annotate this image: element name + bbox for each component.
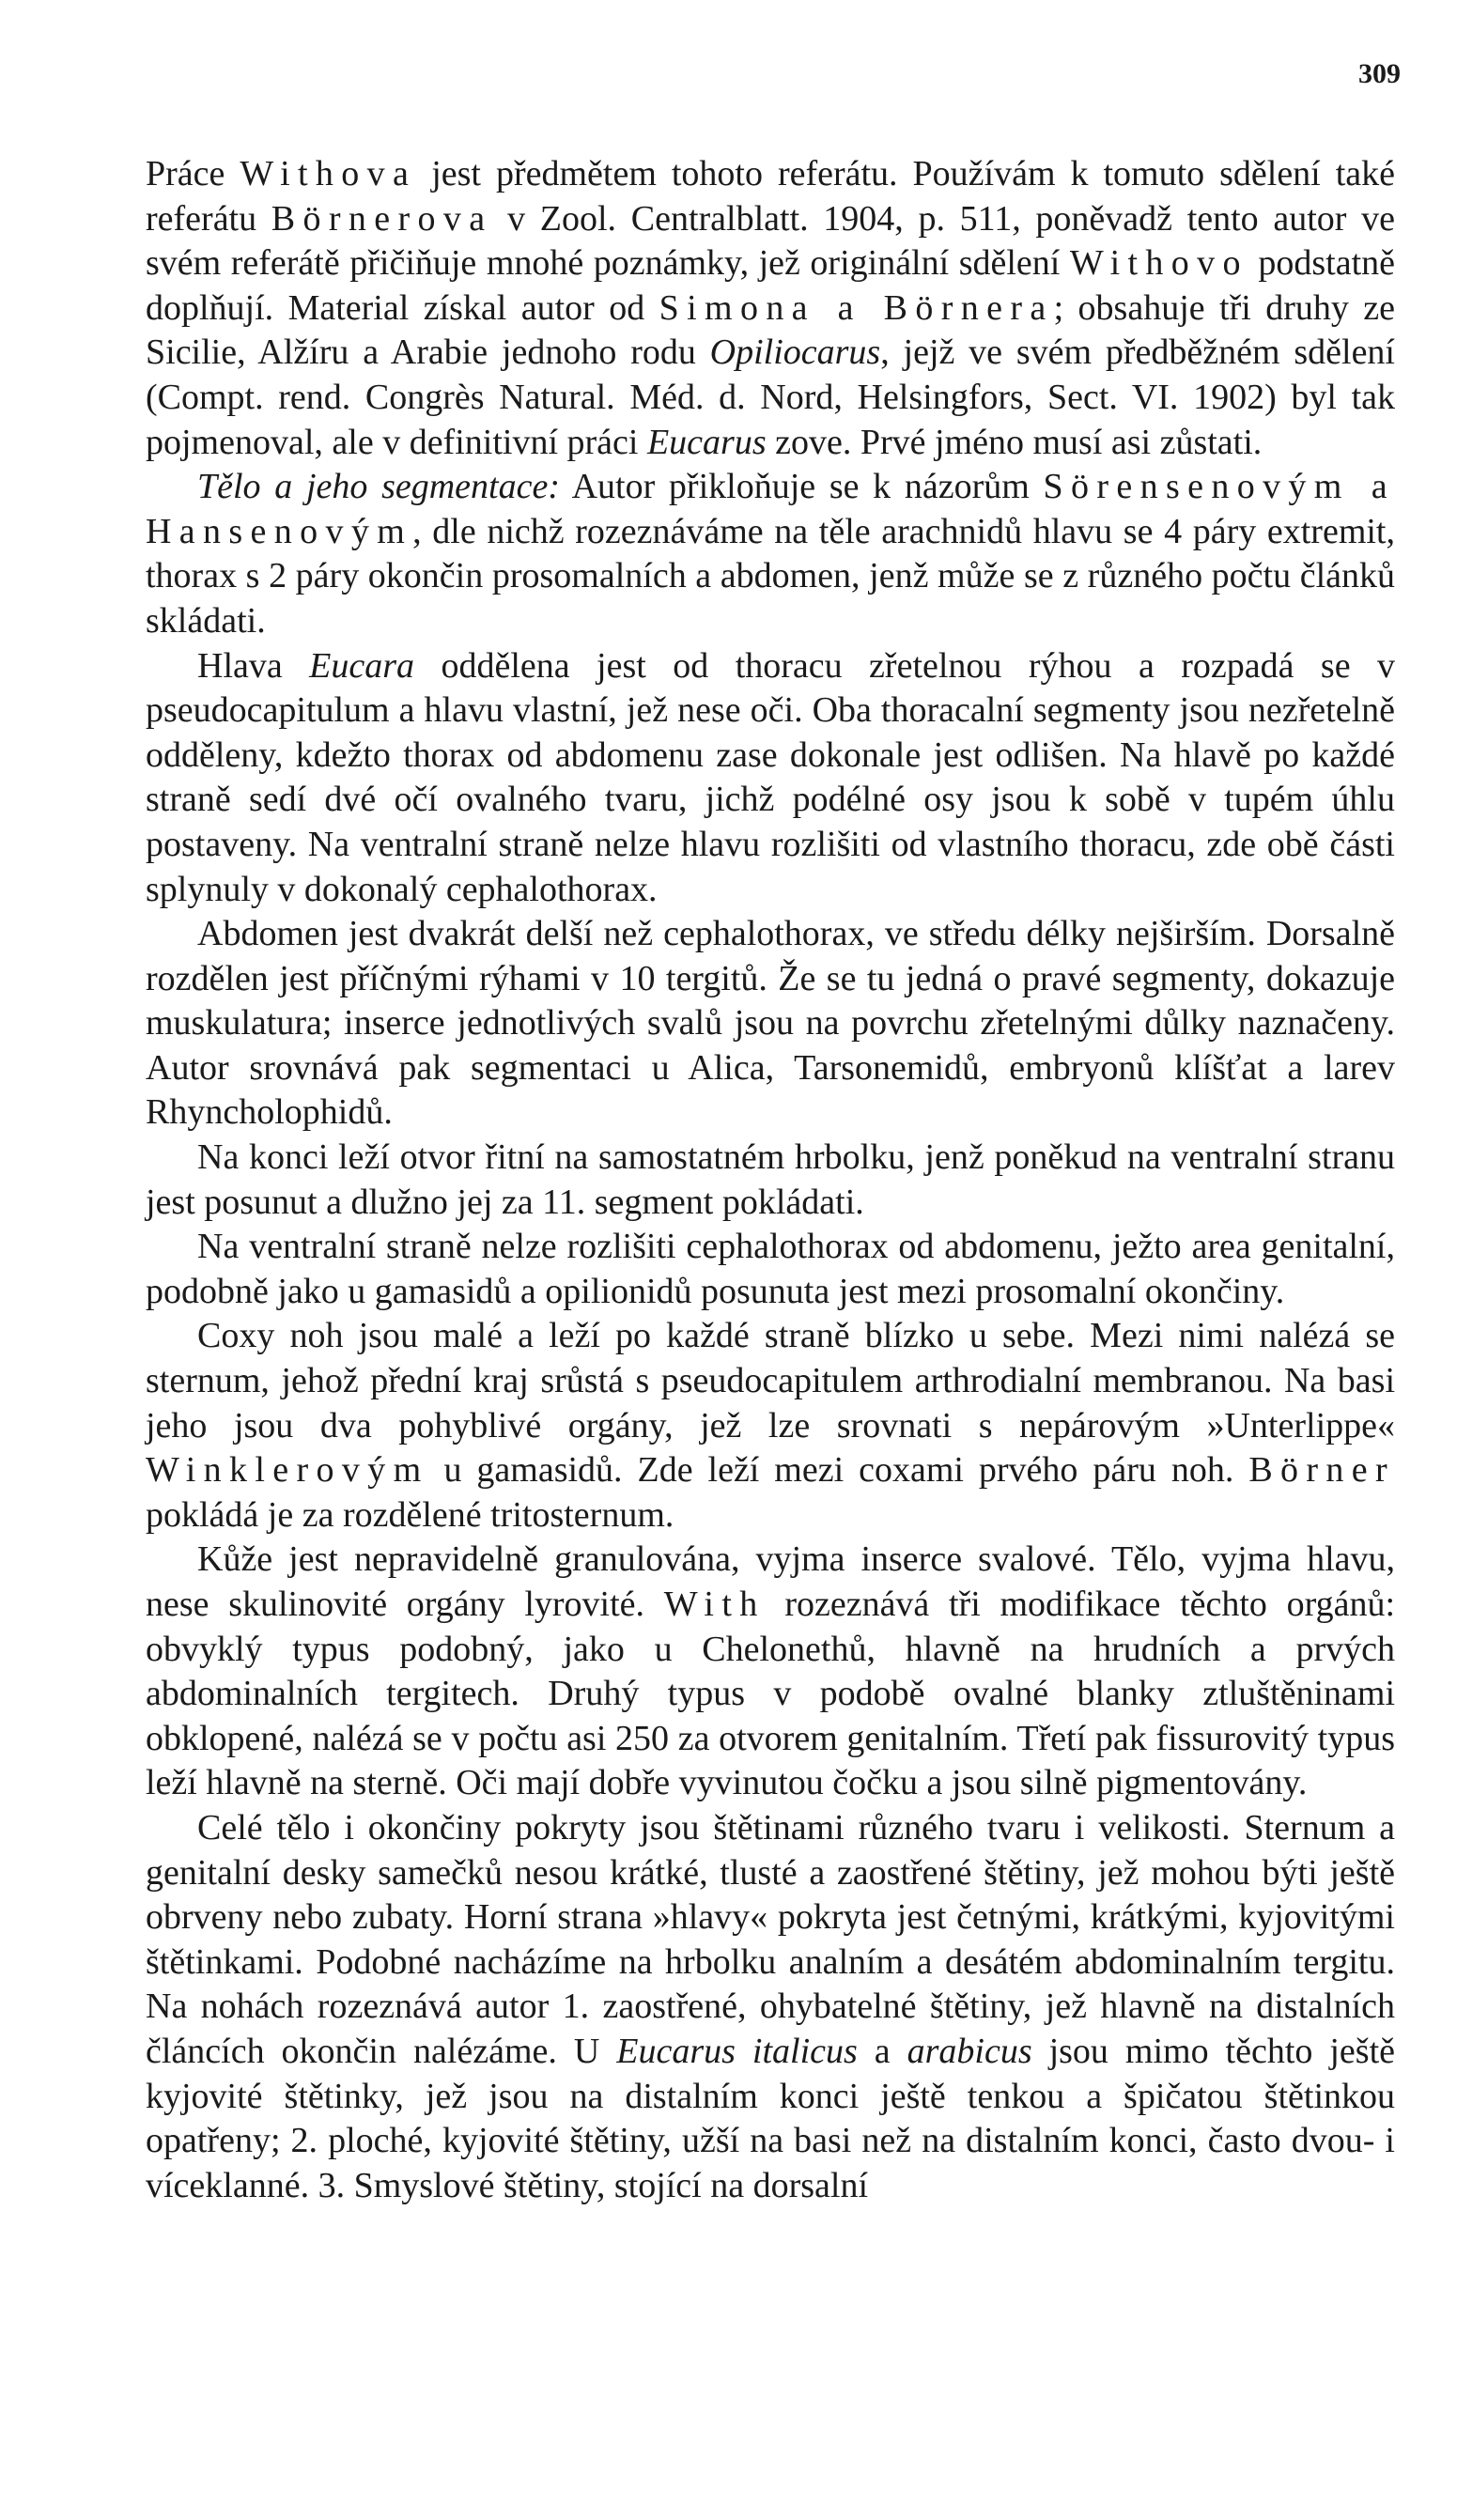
text-run: , dle nichž rozeznáváme na těle arachnidů hlavu se 4 páry extremit, thorax s 2 páry okončin prosomalních a abdomen, jenž může se z různého počtu článků skládati. xyxy=(146,511,1395,641)
spaced-name: Simona a Börnera xyxy=(659,287,1054,328)
page-number: 309 xyxy=(1358,58,1401,89)
article-body xyxy=(146,152,1395,2208)
spaced-name: Börnerova xyxy=(271,198,493,239)
spaced-name: Winklerovým xyxy=(146,1450,429,1491)
italic-text: Tělo a jeho segmentace: xyxy=(197,467,560,507)
paragraph xyxy=(146,465,1395,643)
text-run: Na ventralní straně nelze rozlišiti cephalothorax od abdomenu, ježto area genitalní, podobně jako u gamasidů a opilionidů posunuta jest mezi prosomalní okončiny. xyxy=(146,1227,1395,1311)
italic-text: Eucarus italicus xyxy=(616,2031,858,2071)
spaced-name: Withova xyxy=(240,154,417,193)
text-run: Coxy noh jsou malé a leží po každé straně blízko u sebe. Mezi nimi nalézá se sternum, jehož přední kraj srůstá s pseudocapitulem arthrodialní membranou. Na basi jeho jsou dva pohyblivé orgány, jež lze srovnati s nepárovým »Unterlippe« xyxy=(146,1316,1395,1446)
paragraph xyxy=(146,912,1395,1136)
italic-text: Eucara xyxy=(309,645,415,686)
paragraph xyxy=(146,1314,1395,1538)
paragraph xyxy=(146,1225,1395,1314)
paragraph xyxy=(146,1136,1395,1225)
text-run: podstatně doplňují. Material získal autor od xyxy=(146,243,1396,328)
spaced-name: Withovo xyxy=(1069,243,1248,284)
paragraph xyxy=(146,1538,1395,1806)
text-run: Na konci leží otvor řitní na samostatném hrbolku, jenž poněkud na ventralní stranu jest posunut a dlužno jej za 11. segment pokládati. xyxy=(146,1137,1395,1222)
text-run: rozeznává tři modifikace těchto orgánů: obvyklý typus podobný, jako u Chelonethů, hlavně na hrudních a prvých abdominalních tergitech. Druhý typus v podobě ovalné blanky ztluštěninami obklopené, nalézá se v počtu asi 250 za otvorem genitalním. Třetí pak fissurovitý typus leží hlavně na sterně. Oči mají dobře vyvinutou čočku a jsou silně pigmentovány. xyxy=(146,1585,1396,1803)
spaced-name: Sörensenovým a Hansenovým xyxy=(146,467,1395,551)
text-run: ; obsahuje tři druhy ze Sicilie, Alžíru a Arabie jednoho rodu xyxy=(146,287,1395,373)
text-run: zove. Prvé jméno musí asi zůstati. xyxy=(766,422,1263,462)
text-run: Autor přikloňuje se k názorům xyxy=(559,467,1044,507)
text-run: Celé tělo i okončiny pokryty jsou štětinami různého tvaru i velikosti. Sternum a genitalní desky samečků nesou krátké, tlusté a zaostřené štětiny, jež mohou býti ještě obrveny nebo zubaty. Horní strana »hlavy« pokryta jest četnými, krátkými, kyjovitými štětinkami. Podobné nacházíme na hrbolku analním a desátém abdominalním tergitu. Na nohách rozeznává autor 1. zaostřené, ohybatelné štětiny, jež hlavně na distalních článcích okončin nalézáme. U xyxy=(146,1807,1395,2071)
text-run: u gamasidů. Zde leží mezi coxami prvého páru noh. xyxy=(428,1450,1249,1491)
italic-text: arabicus xyxy=(907,2031,1032,2071)
text-run: a xyxy=(857,2031,907,2071)
text-run: Hlava xyxy=(197,645,310,686)
text-run: jsou mimo těchto ještě kyjovité štětinky, jež jsou na distalním konci ještě tenkou a špičatou štětinkou opatřeny; 2. ploché, kyjovité štětiny, užší na basi než na distalním konci, často dvou- i víceklanné. 3. Smyslové štětiny, stojící na dorsalní xyxy=(146,2031,1395,2205)
text-run: oddělena jest od thoracu zřetelnou rýhou a rozpadá se v pseudocapitulum a hlavu vlastní, jež nese oči. Oba thoracalní segmenty jsou nezřetelně odděleny, kdežto thorax od abdomenu zase dokonale jest odlišen. Na hlavě po každé straně sedí dvé očí ovalného tvaru, jichž podélné osy jsou k sobě v tupém úhlu postaveny. Na ventralní straně nelze hlavu rozlišiti od vlastního thoracu, zde obě části splynuly v dokonalý cephalothorax. xyxy=(146,645,1396,909)
paragraph xyxy=(146,1806,1395,2208)
text-run: v Zool. Centralblatt. 1904, p. 511, poněvadž tento autor ve svém referátě přičiňuje mnohé poznámky, jež originální sdělení xyxy=(146,198,1395,284)
text-run: Kůže jest nepravidelně granulována, vyjma inserce svalové. Tělo, vyjma hlavu, nese skulinovité orgány lyrovité. xyxy=(146,1539,1395,1624)
spaced-name: Börner xyxy=(1248,1450,1395,1491)
paragraph xyxy=(146,152,1395,465)
italic-text: Opiliocarus xyxy=(709,332,881,373)
text-run: Abdomen jest dvakrát delší než cephalothorax, ve středu délky nejširším. Dorsalně rozdělen jest příčnými rýhami v 10 tergitů. Že se tu jedná o pravé segmenty, dokazuje muskulatura; inserce jednotlivých svalů jsou na povrchu zřetelnými důlky naznačeny. Autor srovnává pak segmentaci u Alica, Tarsonemidů, embryonů klíšťat a larev Rhyncholophidů. xyxy=(146,914,1395,1133)
paragraph xyxy=(146,644,1395,913)
spaced-name: With xyxy=(663,1585,766,1624)
text-run: , jejž ve svém předběžném sdělení (Compt. rend. Congrès Natural. Méd. d. Nord, Helsingfors, Sect. VI. 1902) byl tak pojmenoval, ale v definitivní práci xyxy=(146,332,1395,462)
text-run: Práce xyxy=(146,154,240,193)
text-run: jest předmětem tohoto referátu. Používám k tomuto sdělení také referátu xyxy=(146,154,1396,239)
text-run: pokládá je za rozdělené tritosternum. xyxy=(146,1494,674,1535)
italic-text: Eucarus xyxy=(646,422,767,462)
